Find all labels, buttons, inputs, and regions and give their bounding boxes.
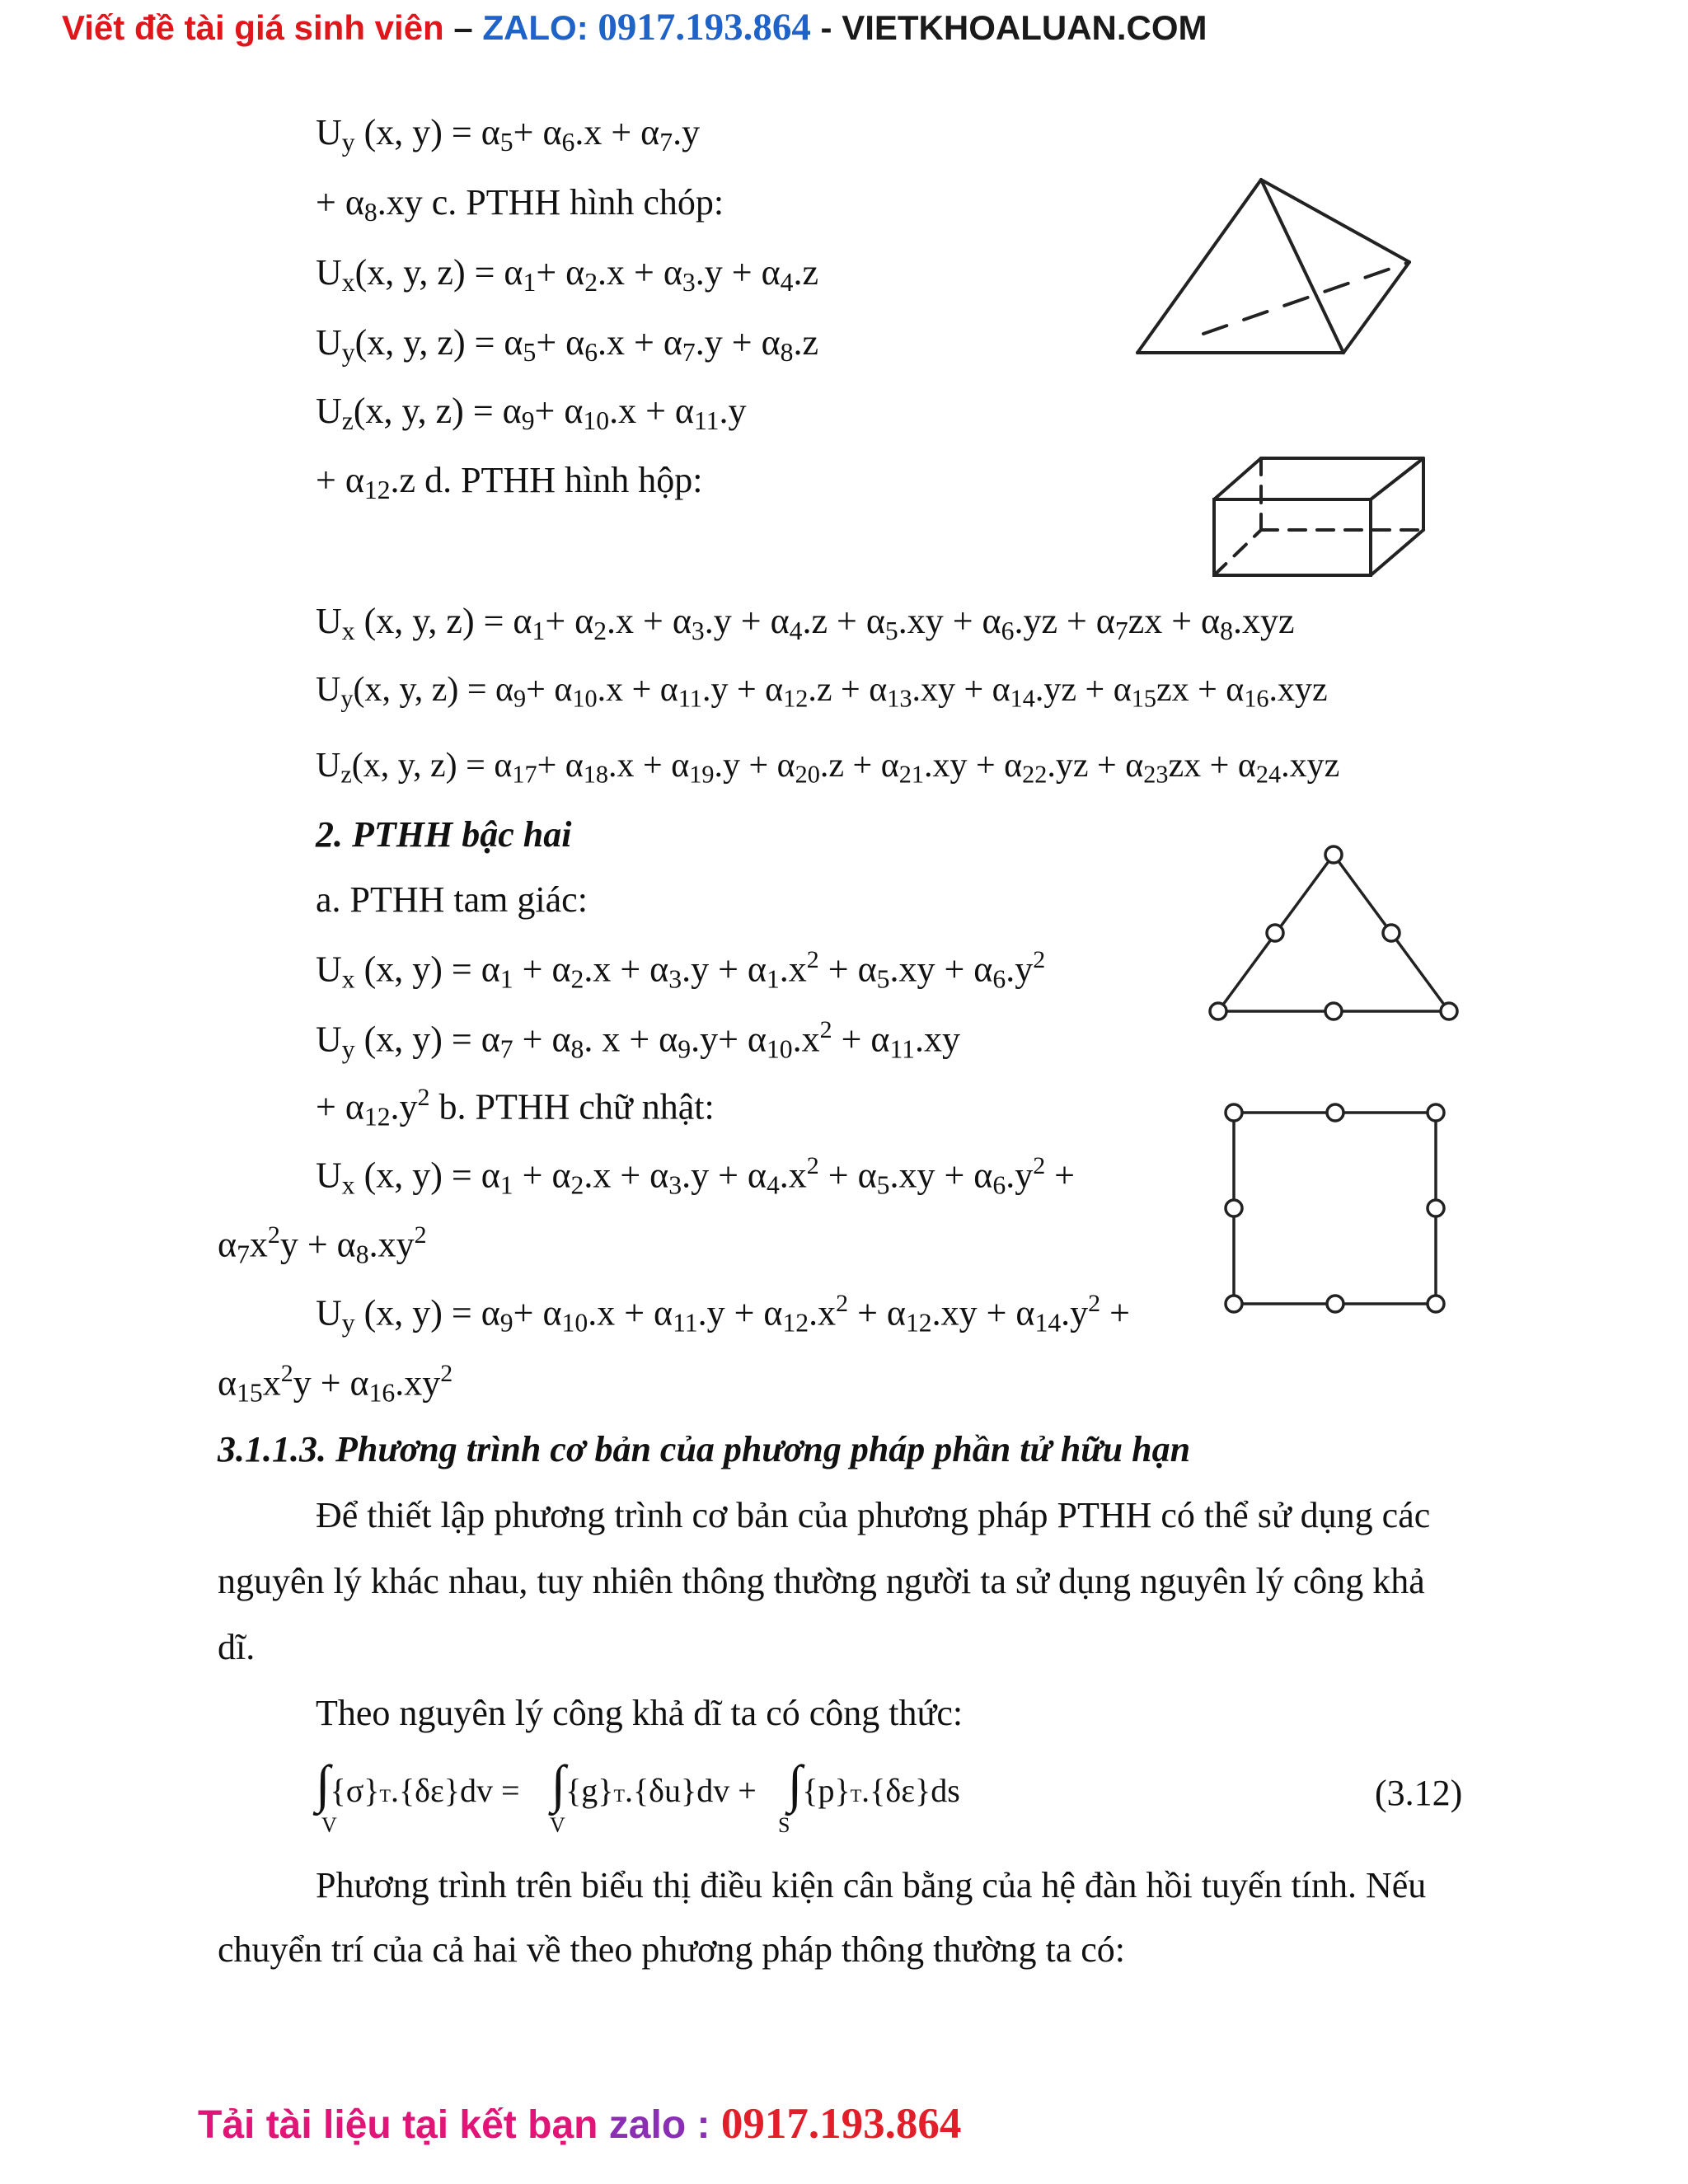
footer-zalo-label: zalo : [608,2103,721,2147]
header-text: Viết đề tài giá sinh viên [62,8,444,47]
paragraph-line: dĩ. [218,1627,256,1667]
equation-continuation-box-heading: + $\alpha_{12}.z$ d. PTHH hình hộp: [316,460,703,504]
equation-uy-rectangle-continued: $\alpha_{15}x^2y + \alpha_{16}.xy^2$ [218,1360,453,1408]
integral-limit-v: V [550,1813,565,1837]
integral-limit-v: V [321,1813,337,1837]
quadratic-triangle-figure [1203,845,1467,1030]
section-title-fem-basic-equation: 3.1.1.3. Phương trình cơ bản của phương pháp phần tử hữu hạn [218,1429,1191,1469]
header-dash: – [443,8,483,47]
header-zalo-label: ZALO: [482,8,598,47]
header-zalo-number: 0917.193.864 [598,6,811,49]
equation-uz-box: $U_z(x$, y, $z) = \alpha_{17}+ \alpha_{18}.x + \alpha_{19}.y + \alpha_{20}.z + \alpha_{21}.xy + \alpha_{22}.yz + \alpha_{23}zx + \alpha_{24}.xyz$ [316,747,1340,789]
equation-continuation-rectangle-heading: + $\alpha_{12}.y^2$ b. PTHH chữ nhật: [316,1084,715,1132]
section-title-second-order: 2. PTHH bậc hai [316,814,572,855]
virtual-work-formula: ∫{σ}T.{δε}dv = ∫{g}T.{δu}dv + ∫{p}T.{δε}ds [316,1755,960,1813]
equation-number: (3.12) [1375,1773,1463,1813]
equation-ux-3d: $U_x(x$, y, $z) = \alpha_1+ \alpha_2.x + \alpha_3.y + \alpha_4.z$ [316,252,818,297]
paragraph-line: nguyên lý khác nhau, tuy nhiên thông thường người ta sử dụng nguyên lý công khả [218,1561,1425,1601]
paragraph-line: Phương trình trên biểu thị điều kiện cân bằng của hệ đàn hồi tuyến tính. Nếu [316,1865,1427,1905]
box-figure [1207,452,1430,583]
quadratic-rectangle-figure [1216,1100,1455,1315]
equation-uy-box: $U_y(x$, y, $z) = \alpha_9+ \alpha_{10}.x + \alpha_{11}.y + \alpha_{12}.z + \alpha_{13}.xy + \alpha_{14}.yz + \alpha_{15}zx + \alpha_{16}.xyz$ [316,671,1328,713]
footer-text: Tải tài liệu tại kết bạn [198,2103,609,2147]
triangle-subheading: a. PTHH tam giác: [316,879,588,920]
header-banner [62,5,1207,49]
equation-ux-rectangle-continued: $\alpha_7x^2y + \alpha_8.xy^2$ [218,1221,427,1269]
equation-ux-box: $U_x$ (x, y, $z) = \alpha_1+ \alpha_2.x + \alpha_3.y + \alpha_4.z + \alpha_5.xy + \alpha_6.yz + \alpha_7zx + \alpha_8.xyz$ [316,601,1295,645]
equation-ux-triangle: $U_x$ (x, $y) = \alpha_1 + \alpha_2.x + \alpha_3.y + \alpha_1.x^2 + \alpha_5.xy + \alpha_6.y^2$ [316,946,1046,994]
equation-uy-2d: $U_y$ (x, $y) = \alpha_5+ \alpha_6.x + \alpha_7.y$ [316,112,701,157]
header-site: - VIETKHOALUAN.COM [810,8,1207,47]
equation-ux-rectangle: $U_x$ (x, $y) = \alpha_1 + \alpha_2.x + \alpha_3.y + \alpha_4.x^2 + \alpha_5.xy + \alpha_6.y^2$ + [316,1152,1075,1200]
equation-uy-triangle: $U_y$ (x, $y) = \alpha_7 + \alpha_8$. $x + \alpha_9.y+ \alpha_{10}.x^2 + \alpha_{11}.xy$ [316,1016,960,1064]
footer-zalo-number: 0917.193.864 [720,2100,962,2148]
integral-limit-s: S [778,1813,790,1837]
paragraph-line: Theo nguyên lý công khả dĩ ta có công thức: [316,1693,964,1733]
paragraph-line: Để thiết lập phương trình cơ bản của phương pháp PTHH có thể sử dụng các [316,1495,1431,1535]
paragraph-line: chuyển trí của cả hai về theo phương pháp thông thường ta có: [218,1929,1126,1970]
equation-uy-3d: $U_y(x$, y, $z) = \alpha_5+ \alpha_6.x + \alpha_7.y + \alpha_8.z$ [316,322,818,367]
equation-continuation-pyramid-heading: + $\alpha_8.xy$ c. PTHH hình chóp: [316,182,724,227]
pyramid-figure [1133,173,1422,363]
equation-uz-3d: $U_z(x$, y, $z) = \alpha_9+ \alpha_{10}.x + \alpha_{11}.y$ [316,391,747,435]
footer-banner [198,2099,961,2149]
equation-uy-rectangle: $U_y$ (x, $y) = \alpha_9+ \alpha_{10}.x + \alpha_{11}.y + \alpha_{12}.x^2 + \alpha_{12}.xy + \alpha_{14}.y^2$ + [316,1290,1130,1338]
